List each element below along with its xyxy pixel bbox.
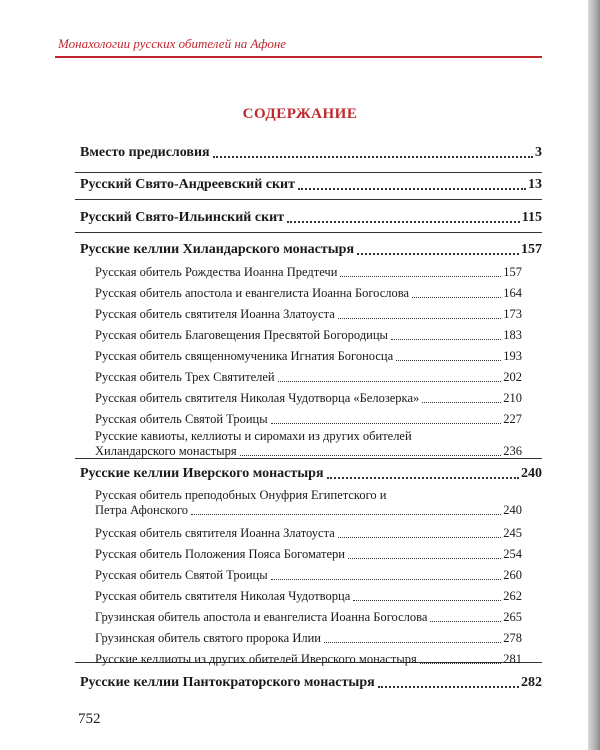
leader-dots bbox=[240, 454, 502, 456]
toc-subentry[interactable] bbox=[95, 652, 522, 667]
toc-entry-title-line2: Петра Афонского bbox=[95, 503, 189, 517]
toc-entry-page: 260 bbox=[503, 568, 522, 582]
toc-subentry[interactable] bbox=[95, 412, 522, 427]
toc-entry-title: Русские келлии Хиландарского монастыря bbox=[80, 242, 355, 257]
leader-dots bbox=[278, 380, 502, 382]
toc-entry-title: Русская обитель Трех Святителей bbox=[95, 370, 275, 384]
toc-entry-title: Русская обитель святителя Николая Чудотворца «Белозерка» bbox=[95, 391, 420, 405]
toc-entry[interactable] bbox=[80, 145, 542, 161]
toc-entry-page: 202 bbox=[503, 370, 522, 384]
toc-entry-title-line2: Хиландарского монастыря bbox=[95, 444, 237, 458]
toc-entry-title: Русская обитель священномученика Игнатия Богоносца bbox=[95, 349, 394, 363]
toc-entry-title: Русская обитель апостола и евангелиста Иоанна Богослова bbox=[95, 286, 410, 300]
running-header: Монахологии русских обителей на Афоне bbox=[58, 36, 287, 51]
toc-entry-title: Русские келлии Пантократорского монастыря bbox=[80, 675, 375, 690]
leader-dots bbox=[422, 401, 501, 403]
toc-entry-title-line1: Русская обитель преподобных Онуфрия Египетского и bbox=[95, 488, 387, 502]
toc-title: СОДЕРЖАНИЕ bbox=[242, 106, 358, 122]
toc-entry-title: Русский Свято-Андреевский скит bbox=[80, 177, 296, 192]
leader-dots bbox=[327, 476, 519, 479]
toc-subentry[interactable] bbox=[95, 265, 522, 280]
toc-entry-page: 157 bbox=[503, 265, 522, 279]
leader-dots bbox=[338, 536, 501, 538]
toc-subentry[interactable] bbox=[95, 391, 522, 406]
toc-entry-title: Русская обитель Святой Троицы bbox=[95, 412, 268, 426]
page-number: 752 bbox=[78, 711, 101, 727]
leader-dots bbox=[271, 422, 502, 424]
toc-entry-page: 173 bbox=[503, 307, 522, 321]
toc-entry-page: 183 bbox=[503, 328, 522, 342]
leader-dots bbox=[338, 317, 501, 319]
section-separator bbox=[75, 172, 542, 173]
toc-entry-title: Русская обитель святителя Иоанна Златоуста bbox=[95, 526, 335, 540]
section-separator bbox=[75, 232, 542, 233]
toc-entry-title: Грузинская обитель апостола и евангелиста Иоанна Богослова bbox=[95, 610, 428, 624]
leader-dots bbox=[213, 155, 533, 158]
toc-entry-title: Русская обитель Святой Троицы bbox=[95, 568, 268, 582]
toc-entry-page: 3 bbox=[535, 145, 542, 160]
section-separator bbox=[75, 199, 542, 200]
toc-entry-page: 236 bbox=[503, 444, 522, 458]
toc-entry-title: Русская обитель Благовещения Пресвятой Богородицы bbox=[95, 328, 388, 342]
toc-entry-page: 282 bbox=[521, 675, 542, 690]
toc-entry-title: Вместо предисловия bbox=[80, 145, 210, 160]
toc-subentry[interactable] bbox=[95, 370, 522, 385]
leader-dots bbox=[271, 578, 502, 580]
toc-entry-page: 115 bbox=[521, 210, 542, 225]
toc-entry[interactable] bbox=[80, 466, 542, 482]
toc-entry[interactable] bbox=[80, 177, 542, 193]
toc-entry-title: Русская обитель святителя Николая Чудотворца bbox=[95, 589, 351, 603]
toc-subentry[interactable] bbox=[95, 589, 522, 604]
toc-entry-title: Русский Свято-Ильинский скит bbox=[80, 210, 285, 225]
toc-entry-page: 278 bbox=[503, 631, 522, 645]
toc-entry-title: Русская обитель Положения Пояса Богоматери bbox=[95, 547, 345, 561]
toc-entry-page: 240 bbox=[503, 503, 522, 517]
leader-dots bbox=[396, 359, 501, 361]
toc-entry-page: 157 bbox=[521, 242, 542, 257]
leader-dots bbox=[391, 338, 501, 340]
toc-entry-title-line1: Русские кавиоты, келлиоты и сиромахи из других обителей bbox=[95, 429, 412, 443]
toc-entry-title: Грузинская обитель святого пророка Илии bbox=[95, 631, 321, 645]
leader-dots bbox=[357, 252, 519, 255]
toc-subentry[interactable] bbox=[95, 429, 522, 459]
toc-entry-page: 193 bbox=[503, 349, 522, 363]
leader-dots bbox=[298, 187, 526, 190]
toc-subentry[interactable] bbox=[95, 307, 522, 322]
toc-entry-page: 265 bbox=[503, 610, 522, 624]
toc-entry-page: 164 bbox=[503, 286, 522, 300]
toc-entry[interactable] bbox=[80, 242, 542, 258]
toc-entry-page: 240 bbox=[521, 466, 542, 481]
toc-entry-page: 245 bbox=[503, 526, 522, 540]
toc-entry-title: Русские келлиоты из других обителей Иверского монастыря bbox=[95, 652, 417, 666]
leader-dots bbox=[378, 685, 519, 688]
leader-dots bbox=[420, 662, 502, 664]
toc-subentry[interactable] bbox=[95, 547, 522, 562]
toc-entry-page: 13 bbox=[528, 177, 542, 192]
toc-subentry[interactable] bbox=[95, 349, 522, 364]
toc-entry-page: 254 bbox=[503, 547, 522, 561]
toc-entry[interactable] bbox=[80, 675, 542, 691]
leader-dots bbox=[412, 296, 501, 298]
toc-entry-page: 281 bbox=[503, 652, 522, 666]
leader-dots bbox=[353, 599, 501, 601]
toc-entry-title: Русская обитель святителя Иоанна Златоуста bbox=[95, 307, 335, 321]
leader-dots bbox=[287, 220, 520, 223]
toc-subentry[interactable] bbox=[95, 526, 522, 541]
leader-dots bbox=[430, 620, 501, 622]
toc-entry-page: 227 bbox=[503, 412, 522, 426]
toc-entry[interactable] bbox=[80, 210, 542, 226]
toc-entry-page: 210 bbox=[503, 391, 522, 405]
leader-dots bbox=[324, 641, 501, 643]
toc-subentry[interactable] bbox=[95, 568, 522, 583]
toc-subentry[interactable] bbox=[95, 488, 522, 518]
toc-subentry[interactable] bbox=[95, 286, 522, 301]
toc-entry-title: Русские келлии Иверского монастыря bbox=[80, 466, 324, 481]
header-rule bbox=[55, 56, 542, 58]
leader-dots bbox=[191, 513, 501, 515]
toc-entry-page: 262 bbox=[503, 589, 522, 603]
leader-dots bbox=[340, 275, 501, 277]
toc-subentry[interactable] bbox=[95, 610, 522, 625]
toc-subentry[interactable] bbox=[95, 328, 522, 343]
leader-dots bbox=[348, 557, 501, 559]
toc-entry-title: Русская обитель Рождества Иоанна Предтечи bbox=[95, 265, 338, 279]
toc-subentry[interactable] bbox=[95, 631, 522, 646]
